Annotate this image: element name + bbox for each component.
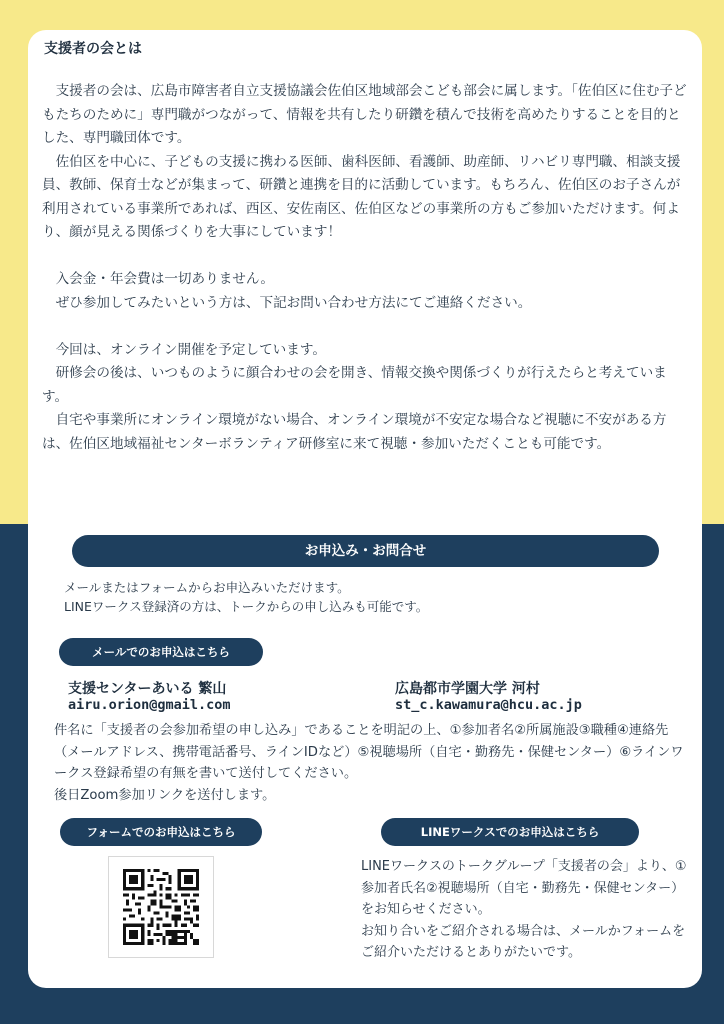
intro-text bbox=[42, 80, 692, 456]
contact-email-link[interactable]: airu.orion@gmail.com bbox=[68, 697, 231, 713]
contact-name: 支援センターあいる 繁山 bbox=[68, 681, 227, 697]
intro-paragraph: 支援者の会は、広島市障害者自立支援協議会佐伯区地域部会こども部会に属します。「佐伯区に住む子どもたちのために」専門職がつながって、情報を共有したり研鑽を積んで技術を高めたりすることを目的とした、専門職団体です。 bbox=[42, 83, 687, 146]
intro-paragraph: 自宅や事業所にオンライン環境がない場合、オンライン環境が不安定な場合など視聴に不安がある方は、佐伯区地域福祉センターボランティア研修室に来て視聴・参加いただくことも可能です。 bbox=[42, 412, 667, 452]
intro-paragraph: 今回は、オンライン開催を予定しています。 bbox=[42, 341, 326, 358]
intro-paragraph: 佐伯区を中心に、子どもの支援に携わる医師、歯科医師、看護師、助産師、リハビリ専門職、相談支援員、教師、保育士などが集まって、研鑽と連携を目的に活動しています。もちろん、佐伯区のお子さんが利用されている事業所であれば、西区、安佐南区、佐伯区などの事業所の方もご参加いただけます。何より、顔が見える関係づくりを大事にしています！ bbox=[42, 153, 681, 240]
spacer bbox=[42, 245, 692, 269]
mail-apply-button[interactable]: メールでのお申込はこちら bbox=[59, 638, 263, 666]
intro-paragraph: 入会金・年会費は一切ありません。 bbox=[42, 271, 274, 287]
note-line: LINEワークス登録済の方は、トークからの申し込みも可能です。 bbox=[64, 599, 429, 614]
line-apply-button[interactable]: LINEワークスでのお申込はこちら bbox=[381, 818, 639, 846]
intro-paragraph: 研修会の後は、いつものように顔合わせの会を開き、情報交換や関係づくりが行えたらと考えています。 bbox=[42, 365, 667, 405]
apply-header: お申込み・お問合せ bbox=[72, 535, 659, 567]
apply-note bbox=[64, 578, 664, 616]
instruction-line: 件名に「支援者の会参加希望の申し込み」であることを明記の上、①参加者名②所属施設③職種④連絡先（メールアドレス、携帯電話番号、ラインIDなど）⑤視聴場所（自宅・勤務先・保健センター）⑥ラインワークス登録希望の有無を書いて送付してください。 bbox=[54, 723, 684, 781]
qr-code[interactable] bbox=[108, 856, 214, 958]
form-apply-button[interactable]: フォームでのお申込はこちら bbox=[60, 818, 262, 846]
instruction-line: お知り合いをご紹介される場合は、メールかフォームをご紹介いただけるとありがたいです。 bbox=[361, 923, 686, 960]
contact-name: 広島都市学園大学 河村 bbox=[395, 681, 540, 697]
instruction-line: LINEワークスのトークグループ「支援者の会」より、①参加者氏名②視聴場所（自宅・勤務先・保健センター）をお知らせください。 bbox=[361, 859, 687, 917]
intro-paragraph: ぜひ参加してみたいという方は、下記お問い合わせ方法にてご連絡ください。 bbox=[42, 294, 532, 311]
content-card bbox=[28, 30, 702, 988]
mail-instructions bbox=[54, 720, 694, 806]
note-line: メールまたはフォームからお申込みいただけます。 bbox=[64, 580, 350, 595]
page-title: 支援者の会とは bbox=[44, 41, 142, 57]
line-instructions bbox=[361, 856, 691, 964]
instruction-line: 後日Zoom参加リンクを送付します。 bbox=[54, 787, 276, 803]
contact-email-link[interactable]: st_c.kawamura@hcu.ac.jp bbox=[395, 697, 582, 713]
qr-code-icon bbox=[123, 869, 199, 945]
spacer bbox=[42, 315, 692, 339]
